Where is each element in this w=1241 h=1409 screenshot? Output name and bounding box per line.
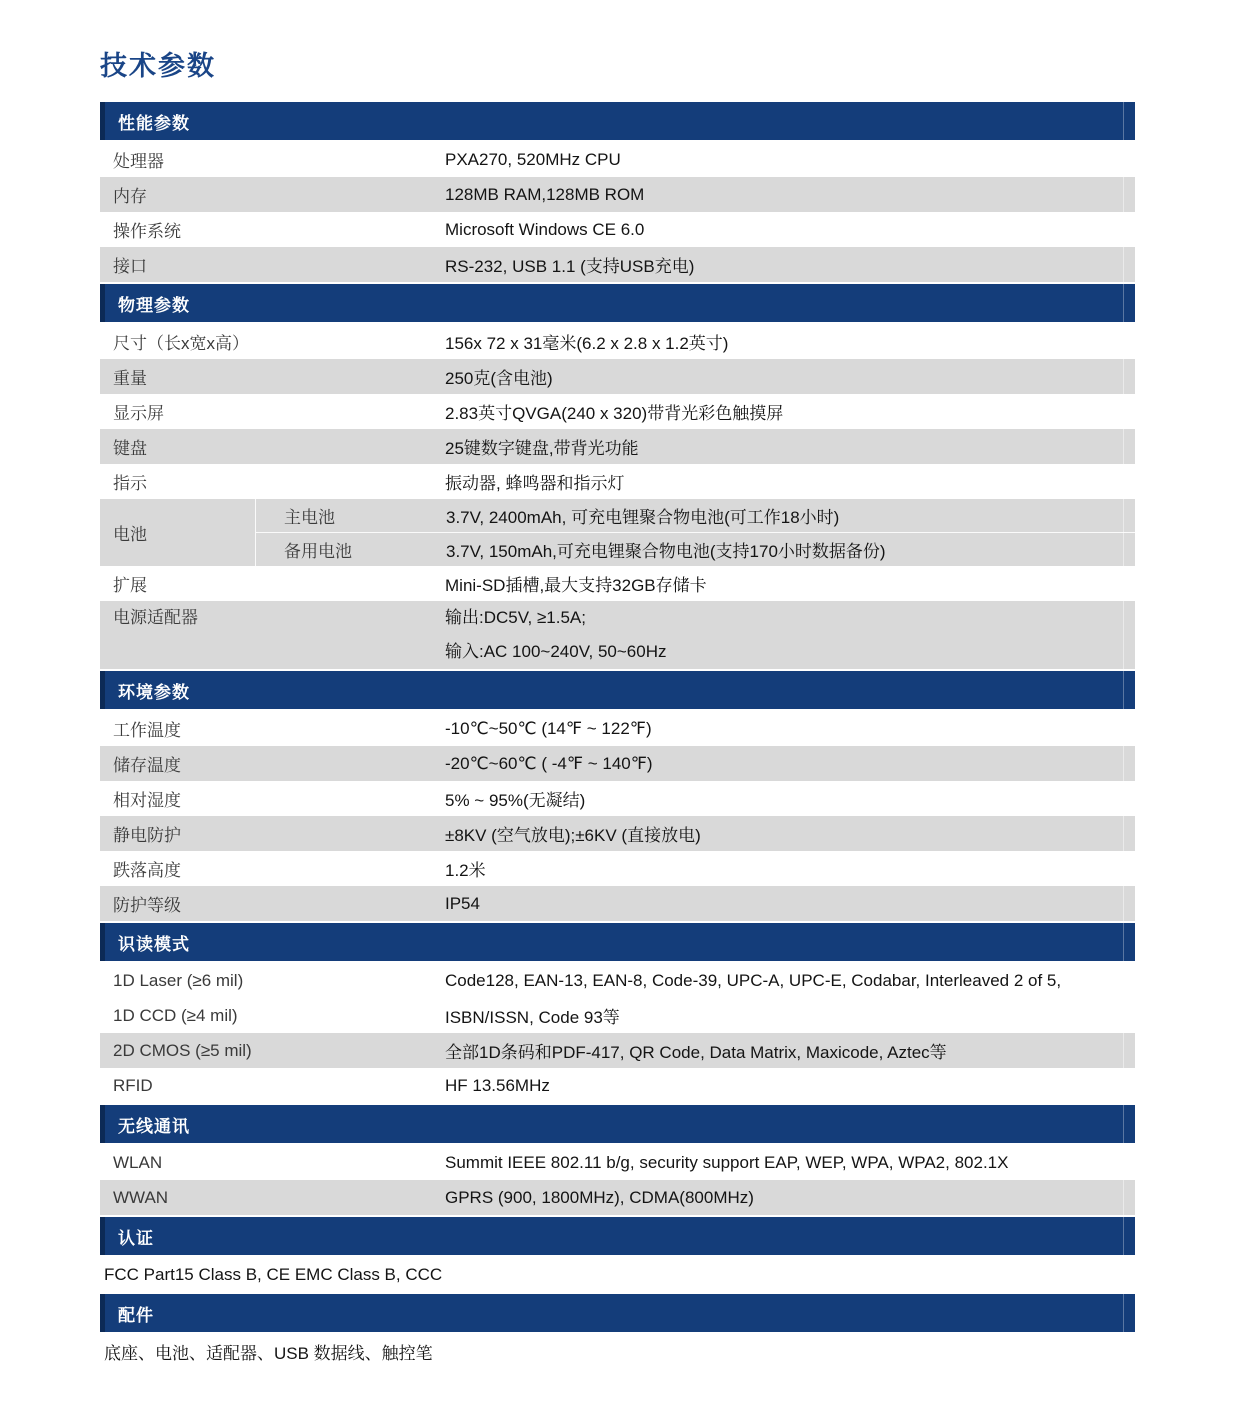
spec-row xyxy=(100,1145,1135,1180)
spec-row xyxy=(100,963,1135,998)
spec-group-label: 电池 xyxy=(113,525,147,544)
spec-label: 相对湿度 xyxy=(113,791,181,810)
spec-row xyxy=(100,1033,1135,1068)
spec-row xyxy=(100,212,1135,247)
spec-row xyxy=(100,359,1135,394)
spec-label: 处理器 xyxy=(113,152,164,171)
spec-row xyxy=(100,601,1135,669)
section-header: 性能参数 xyxy=(100,102,1135,140)
spec-label: 1D CCD (≥4 mil) xyxy=(113,1005,238,1025)
spec-value: HF 13.56MHz xyxy=(445,1075,550,1095)
spec-row xyxy=(100,998,1135,1033)
spec-label: 尺寸（长x宽x高） xyxy=(113,334,249,353)
spec-value: Microsoft Windows CE 6.0 xyxy=(445,219,645,239)
spec-value: GPRS (900, 1800MHz), CDMA(800MHz) xyxy=(445,1187,754,1207)
spec-label: 静电防护 xyxy=(113,826,181,845)
page-title: 技术参数 xyxy=(100,51,216,81)
spec-label: 2D CMOS (≥5 mil) xyxy=(113,1040,252,1060)
section-header: 无线通讯 xyxy=(100,1105,1135,1143)
spec-label: 1D Laser (≥6 mil) xyxy=(113,970,244,990)
spec-label: 键盘 xyxy=(113,439,147,458)
spec-row xyxy=(100,429,1135,464)
spec-value: PXA270, 520MHz CPU xyxy=(445,149,621,169)
spec-sub-row xyxy=(256,532,1135,566)
spec-row xyxy=(100,746,1135,781)
spec-value: 128MB RAM,128MB ROM xyxy=(445,184,645,204)
spec-value: ISBN/ISSN, Code 93等 xyxy=(445,1008,620,1027)
spec-table xyxy=(100,102,1135,1369)
spec-row xyxy=(100,1068,1135,1103)
spec-row xyxy=(100,711,1135,746)
spec-label: 储存温度 xyxy=(113,756,181,775)
spec-value: 2.83英寸QVGA(240 x 320)带背光彩色触摸屏 xyxy=(445,404,784,423)
spec-sub-label: 主电池 xyxy=(284,508,335,527)
section-header: 物理参数 xyxy=(100,284,1135,322)
spec-label: 电源适配器 xyxy=(113,608,198,627)
spec-label: RFID xyxy=(113,1075,153,1095)
spec-value: 全部1D条码和PDF-417, QR Code, Data Matrix, Maxicode, Aztec等 xyxy=(445,1043,947,1062)
spec-label: 操作系统 xyxy=(113,222,181,241)
spec-value xyxy=(445,601,1135,669)
spec-label: WLAN xyxy=(113,1152,163,1172)
spec-sub-row xyxy=(256,499,1135,532)
spec-label: 跌落高度 xyxy=(113,861,181,880)
spec-value: IP54 xyxy=(445,893,480,913)
spec-value: -10℃~50℃ (14℉ ~ 122℉) xyxy=(445,718,652,738)
section-header: 环境参数 xyxy=(100,671,1135,709)
spec-value: 5% ~ 95%(无凝结) xyxy=(445,791,586,810)
spec-value: 156x 72 x 31毫米(6.2 x 2.8 x 1.2英寸) xyxy=(445,334,729,353)
spec-row xyxy=(100,816,1135,851)
spec-row xyxy=(100,851,1135,886)
spec-label: 工作温度 xyxy=(113,721,181,740)
section-header: 配件 xyxy=(100,1294,1135,1332)
spec-row-full: 底座、电池、适配器、USB 数据线、触控笔 xyxy=(104,1344,433,1363)
spec-value: Summit IEEE 802.11 b/g, security support EAP, WEP, WPA, WPA2, 802.1X xyxy=(445,1152,1009,1172)
spec-label: 指示 xyxy=(113,474,147,493)
spec-value: 1.2米 xyxy=(445,861,486,880)
spec-value: Mini-SD插槽,最大支持32GB存储卡 xyxy=(445,576,707,595)
spec-label: 扩展 xyxy=(113,576,147,595)
spec-value-line: 输入:AC 100~240V, 50~60Hz xyxy=(445,642,667,661)
spec-value-line: 输出:DC5V, ≥1.5A; xyxy=(445,608,586,627)
spec-value: -20℃~60℃ ( -4℉ ~ 140℉) xyxy=(445,753,653,773)
spec-label: 接口 xyxy=(113,257,147,276)
spec-label: WWAN xyxy=(113,1187,169,1207)
spec-value: 250克(含电池) xyxy=(445,369,553,388)
spec-value: ±8KV (空气放电);±6KV (直接放电) xyxy=(445,826,701,845)
spec-value: RS-232, USB 1.1 (支持USB充电) xyxy=(445,257,695,276)
section-header: 识读模式 xyxy=(100,923,1135,961)
spec-row xyxy=(100,464,1135,499)
spec-row xyxy=(100,177,1135,212)
spec-row xyxy=(100,781,1135,816)
spec-row xyxy=(100,886,1135,921)
spec-row xyxy=(100,394,1135,429)
spec-label: 防护等级 xyxy=(113,896,181,915)
spec-row-full: FCC Part15 Class B, CE EMC Class B, CCC xyxy=(104,1264,443,1284)
spec-value: 25键数字键盘,带背光功能 xyxy=(445,439,639,458)
spec-sub-label: 备用电池 xyxy=(284,542,352,561)
spec-label: 显示屏 xyxy=(113,404,164,423)
spec-value: Code128, EAN-13, EAN-8, Code-39, UPC-A, UPC-E, Codabar, Interleaved 2 of 5, xyxy=(445,970,1062,990)
spec-row xyxy=(100,247,1135,282)
spec-row xyxy=(100,324,1135,359)
spec-sub-value: 3.7V, 150mAh,可充电锂聚合物电池(支持170小时数据备份) xyxy=(446,542,886,561)
spec-label: 重量 xyxy=(113,369,147,388)
section-header: 认证 xyxy=(100,1217,1135,1255)
spec-group-row xyxy=(100,499,1135,566)
spec-group-body xyxy=(255,499,1135,566)
spec-value: 振动器, 蜂鸣器和指示灯 xyxy=(445,474,625,493)
spec-label: 内存 xyxy=(113,187,147,206)
spec-row xyxy=(100,1180,1135,1215)
spec-row xyxy=(100,566,1135,601)
spec-row xyxy=(100,142,1135,177)
spec-sub-value: 3.7V, 2400mAh, 可充电锂聚合物电池(可工作18小时) xyxy=(446,508,840,527)
